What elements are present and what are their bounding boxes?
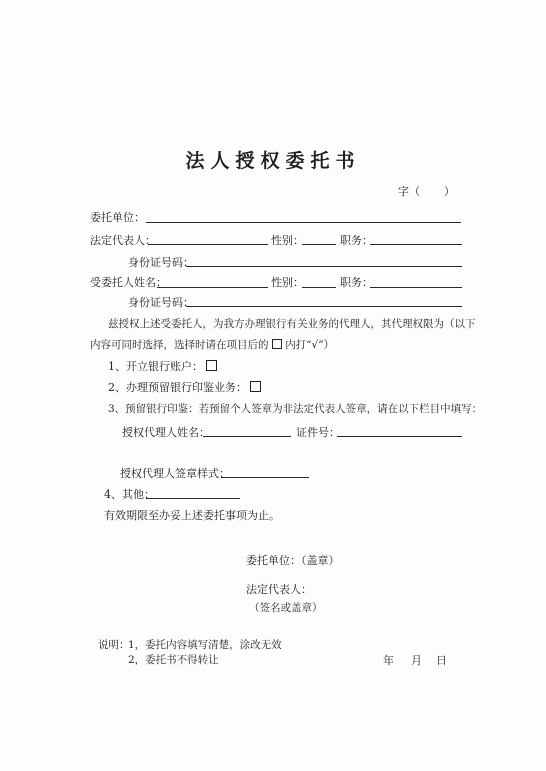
gender-label: 性别： xyxy=(271,234,304,247)
notes-label: 说明： xyxy=(98,639,130,651)
gender-field[interactable] xyxy=(302,244,336,245)
id-number2-field[interactable] xyxy=(186,306,462,307)
seal-sample-label: 授权代理人签章样式： xyxy=(120,467,230,480)
position-field[interactable] xyxy=(370,244,462,245)
item-reserved-seal: 3、预留银行印鉴：若预留个人签章为非法定代表人签章，请在以下栏目中填写： xyxy=(108,403,483,415)
body-line-2-start: 内容可同时选择，选择时请在项目后的 xyxy=(90,339,269,351)
legal-rep-label: 法定代表人： xyxy=(90,234,156,247)
position-label: 职务： xyxy=(340,234,373,247)
cert-no-label: 证件号： xyxy=(296,426,340,439)
seal-sample-field[interactable] xyxy=(221,477,309,478)
date-month: 月 xyxy=(411,654,422,667)
entrusting-unit-label: 委托单位： xyxy=(90,211,145,224)
number-suffix: ） xyxy=(444,185,455,198)
document-title: 法人授权委托书 xyxy=(185,150,361,172)
date-day: 日 xyxy=(436,654,447,667)
item-seal-business xyxy=(108,379,261,395)
agent-name-field[interactable] xyxy=(157,287,268,288)
authorized-agent-name-field[interactable] xyxy=(203,436,291,437)
position2-field[interactable] xyxy=(370,287,462,288)
seal-business-checkbox[interactable] xyxy=(250,381,261,392)
date-year: 年 xyxy=(383,654,394,667)
authorized-agent-name-label: 授权代理人姓名： xyxy=(122,426,210,439)
item-seal-business-label: 2、办理预留银行印鉴业务： xyxy=(108,381,247,394)
item-other-field[interactable] xyxy=(146,498,240,499)
note-2: 2，委托书不得转让 xyxy=(128,654,219,666)
body-line-2 xyxy=(90,337,334,352)
note-1: 1，委托内容填写清楚，涂改无效 xyxy=(128,639,282,651)
open-account-checkbox[interactable] xyxy=(206,360,217,371)
cert-no-field[interactable] xyxy=(337,436,462,437)
unit-seal-label: 委托单位：（盖章） xyxy=(246,554,340,567)
agent-name-label: 受委托人姓名： xyxy=(90,276,167,289)
entrusting-unit-field[interactable] xyxy=(146,222,461,223)
gender2-label: 性别： xyxy=(271,276,304,289)
body-line-2-end: 内打“√”） xyxy=(285,339,335,351)
id-number2-label: 身份证号码： xyxy=(128,296,194,309)
legal-rep-field[interactable] xyxy=(148,244,268,245)
id-number-field[interactable] xyxy=(186,266,462,267)
body-line-1: 兹授权上述受委托人，为我方办理银行有关业务的代理人，其代理权限为（以下 xyxy=(108,318,476,330)
id-number-label: 身份证号码： xyxy=(128,256,194,269)
number-prefix: 字（ xyxy=(398,185,420,198)
item-open-account-label: 1、开立银行账户： xyxy=(108,360,203,373)
item-open-account xyxy=(108,358,217,374)
item-other-label: 4、其他： xyxy=(104,488,155,501)
sign-or-seal-label: （签名或盖章） xyxy=(249,602,323,614)
legal-rep-sign-label: 法定代表人： xyxy=(246,583,312,596)
validity-text: 有效期限至办妥上述委托事项为止。 xyxy=(104,509,280,522)
position2-label: 职务： xyxy=(340,276,373,289)
gender2-field[interactable] xyxy=(302,287,336,288)
checkbox-symbol-icon xyxy=(272,339,282,349)
